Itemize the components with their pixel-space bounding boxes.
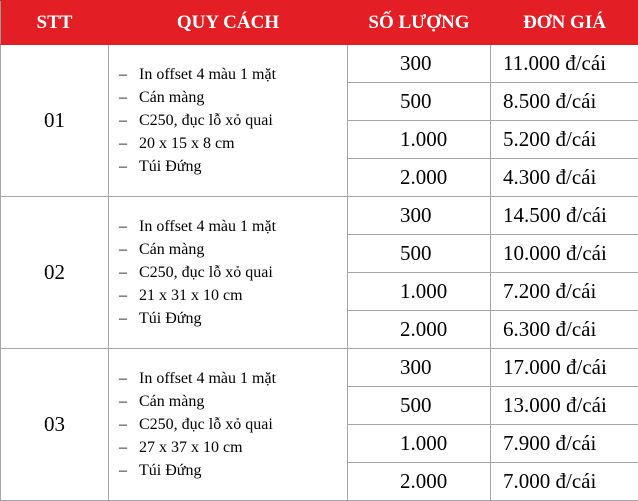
qty-cell: 1.000	[348, 121, 491, 159]
dash-bullet-icon: –	[119, 218, 127, 235]
header-qty: SỐ LƯỢNG	[348, 1, 491, 45]
spec-cell	[109, 197, 348, 349]
spec-item	[119, 215, 347, 238]
qty-cell: 1.000	[348, 425, 491, 463]
table-row	[1, 45, 638, 83]
spec-text: C250, đục lỗ xỏ quai	[139, 264, 273, 281]
qty-cell: 2.000	[348, 463, 491, 501]
spec-item	[119, 86, 347, 109]
spec-text: Cán màng	[139, 89, 205, 106]
spec-item	[119, 459, 347, 482]
spec-item	[119, 390, 347, 413]
spec-item	[119, 132, 347, 155]
spec-text: C250, đục lỗ xỏ quai	[139, 416, 273, 433]
qty-cell: 500	[348, 83, 491, 121]
spec-item	[119, 284, 347, 307]
spec-item	[119, 261, 347, 284]
spec-list	[119, 215, 347, 330]
spec-cell	[109, 45, 348, 197]
dash-bullet-icon: –	[119, 310, 127, 327]
spec-item	[119, 109, 347, 132]
spec-text: 20 x 15 x 8 cm	[139, 135, 235, 152]
spec-text: In offset 4 màu 1 mặt	[139, 218, 277, 235]
dash-bullet-icon: –	[119, 112, 127, 129]
price-cell: 4.300 đ/cái	[491, 159, 638, 197]
table-header	[1, 1, 638, 45]
spec-list	[119, 63, 347, 178]
dash-bullet-icon: –	[119, 393, 127, 410]
dash-bullet-icon: –	[119, 416, 127, 433]
dash-bullet-icon: –	[119, 66, 127, 83]
qty-cell: 2.000	[348, 159, 491, 197]
dash-bullet-icon: –	[119, 370, 127, 387]
table-row	[1, 349, 638, 387]
spec-item	[119, 367, 347, 390]
price-cell: 6.300 đ/cái	[491, 311, 638, 349]
spec-item	[119, 63, 347, 86]
dash-bullet-icon: –	[119, 264, 127, 281]
price-cell: 7.900 đ/cái	[491, 425, 638, 463]
dash-bullet-icon: –	[119, 135, 127, 152]
spec-text: C250, đục lỗ xỏ quai	[139, 112, 273, 129]
dash-bullet-icon: –	[119, 462, 127, 479]
qty-cell: 300	[348, 349, 491, 387]
dash-bullet-icon: –	[119, 89, 127, 106]
price-cell: 7.000 đ/cái	[491, 463, 638, 501]
price-cell: 17.000 đ/cái	[491, 349, 638, 387]
price-cell: 14.500 đ/cái	[491, 197, 638, 235]
qty-cell: 300	[348, 197, 491, 235]
dash-bullet-icon: –	[119, 439, 127, 456]
qty-cell: 2.000	[348, 311, 491, 349]
spec-text: In offset 4 màu 1 mặt	[139, 370, 277, 387]
price-cell: 11.000 đ/cái	[491, 45, 638, 83]
spec-cell	[109, 349, 348, 501]
spec-item	[119, 238, 347, 261]
price-cell: 7.200 đ/cái	[491, 273, 638, 311]
price-cell: 13.000 đ/cái	[491, 387, 638, 425]
spec-text: Túi Đứng	[139, 462, 202, 479]
dash-bullet-icon: –	[119, 158, 127, 175]
spec-text: 27 x 37 x 10 cm	[139, 439, 243, 456]
header-row	[1, 1, 638, 45]
spec-text: Cán màng	[139, 241, 205, 258]
price-cell: 10.000 đ/cái	[491, 235, 638, 273]
qty-cell: 1.000	[348, 273, 491, 311]
qty-cell: 500	[348, 235, 491, 273]
price-cell: 8.500 đ/cái	[491, 83, 638, 121]
table-row	[1, 197, 638, 235]
table-body	[1, 45, 638, 501]
header-stt: STT	[1, 1, 109, 45]
spec-item	[119, 155, 347, 178]
header-spec: QUY CÁCH	[109, 1, 348, 45]
spec-list	[119, 367, 347, 482]
spec-item	[119, 436, 347, 459]
header-price: ĐƠN GIÁ	[491, 1, 638, 45]
stt-cell: 03	[1, 349, 109, 501]
stt-cell: 02	[1, 197, 109, 349]
spec-text: Túi Đứng	[139, 310, 202, 327]
spec-text: Cán màng	[139, 393, 205, 410]
spec-text: 21 x 31 x 10 cm	[139, 287, 243, 304]
spec-text: Túi Đứng	[139, 158, 202, 175]
qty-cell: 300	[348, 45, 491, 83]
dash-bullet-icon: –	[119, 241, 127, 258]
price-cell: 5.200 đ/cái	[491, 121, 638, 159]
spec-item	[119, 307, 347, 330]
spec-item	[119, 413, 347, 436]
stt-cell: 01	[1, 45, 109, 197]
qty-cell: 500	[348, 387, 491, 425]
dash-bullet-icon: –	[119, 287, 127, 304]
spec-text: In offset 4 màu 1 mặt	[139, 66, 277, 83]
